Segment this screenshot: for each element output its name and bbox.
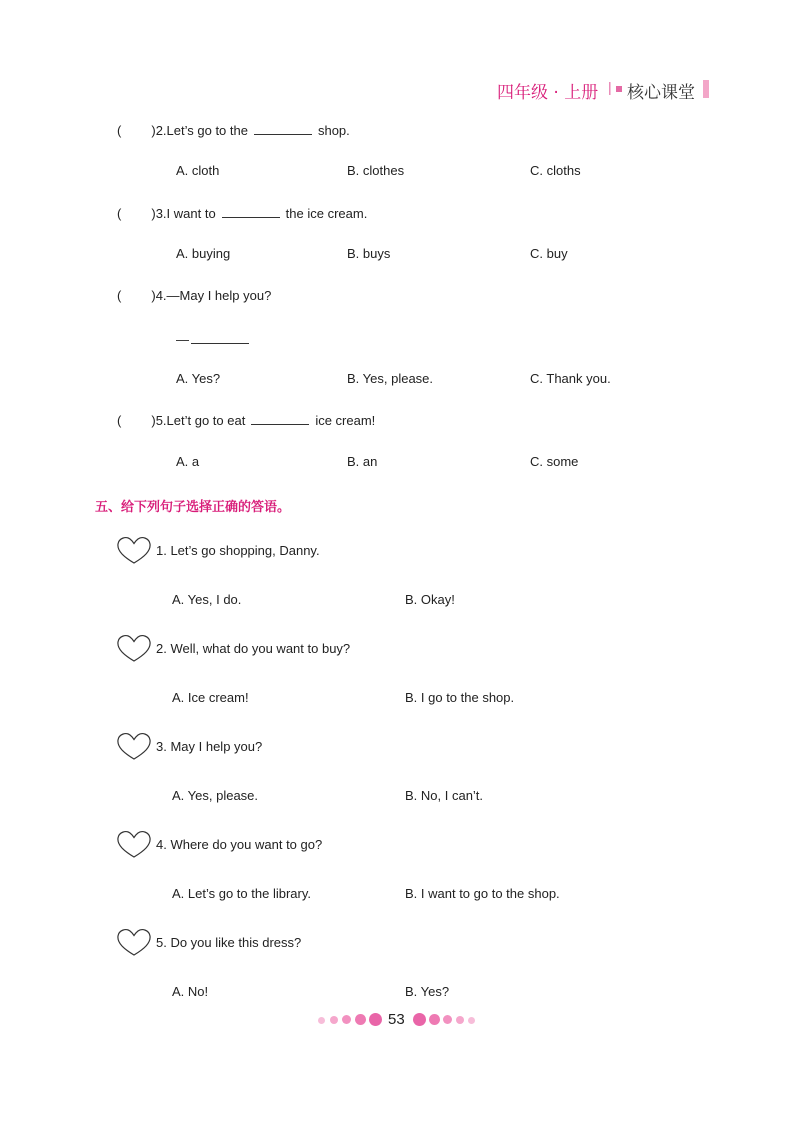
question-text-after: the ice cream. [285,206,368,221]
header-square-icon [616,86,622,92]
decorative-dot-icon [468,1017,475,1024]
option-a[interactable]: A. No! [172,984,209,999]
decorative-dot-icon [413,1013,426,1026]
heart-answer-box-icon[interactable] [116,535,152,565]
part5-question-1: 1. Let’s go shopping, Danny. [156,543,320,558]
option-b[interactable]: B. I want to go to the shop. [405,886,560,901]
option-b[interactable]: B. Yes? [405,984,450,999]
option-b[interactable]: B. No, I can’t. [405,788,484,803]
question-4 [117,288,271,303]
question-text-before: Let’t go to eat [166,413,246,428]
decorative-dot-icon [342,1015,351,1024]
question-5 [117,412,375,428]
heart-answer-box-icon[interactable] [116,731,152,761]
option-a[interactable]: A. cloth [176,163,220,178]
answer-paren-open[interactable]: ( [117,288,122,303]
option-a[interactable]: A. Ice cream! [172,690,249,705]
header-separator: | [608,79,612,95]
answer-paren-close: ) [151,123,156,138]
answer-blank[interactable] [222,205,280,218]
question-number: 5. [155,413,167,428]
response-dash: — [176,332,189,347]
answer-blank[interactable] [251,412,309,425]
decorative-dot-icon [443,1015,452,1024]
option-c[interactable]: C. buy [530,246,568,261]
question-text-after: ice cream! [315,413,376,428]
part5-question-4: 4. Where do you want to go? [156,837,323,852]
option-a[interactable]: A. Yes? [176,371,221,386]
answer-blank[interactable] [254,122,312,135]
question-2 [117,122,350,138]
part5-question-3: 3. May I help you? [156,739,263,754]
section-title-part5: 五、给下列句子选择正确的答语。 [95,500,291,515]
option-c[interactable]: C. cloths [530,163,581,178]
option-b[interactable]: B. buys [347,246,391,261]
option-c[interactable]: C. Thank you. [530,371,611,386]
question-text-before: —May I help you? [166,288,272,303]
header-grade: 四年级 · 上册 [497,83,599,103]
decorative-dot-icon [429,1014,440,1025]
option-a[interactable]: A. Yes, please. [172,788,259,803]
question-text-after: shop. [317,123,350,138]
answer-paren-close: ) [151,288,156,303]
question-number: 2. [155,123,167,138]
option-c[interactable]: C. some [530,454,579,469]
answer-paren-open[interactable]: ( [117,123,122,138]
answer-paren-open[interactable]: ( [117,206,122,221]
decorative-dot-icon [456,1016,464,1024]
answer-blank[interactable] [191,331,249,344]
option-a[interactable]: A. buying [176,246,231,261]
option-b[interactable]: B. Yes, please. [347,371,434,386]
question-number: 3. [155,206,167,221]
part5-question-5: 5. Do you like this dress? [156,935,302,950]
option-a[interactable]: A. Let’s go to the library. [172,886,311,901]
option-b[interactable]: B. Okay! [405,592,455,607]
decorative-dot-icon [369,1013,382,1026]
response-line [176,331,255,347]
option-a[interactable]: A. a [176,454,200,469]
decorative-dot-icon [330,1016,338,1024]
option-a[interactable]: A. Yes, I do. [172,592,242,607]
question-text-before: Let’s go to the [166,123,248,138]
answer-paren-close: ) [151,206,156,221]
question-text-before: I want to [166,206,216,221]
question-3 [117,205,367,221]
decorative-dot-icon [355,1014,366,1025]
option-b[interactable]: B. an [347,454,378,469]
header-bar-icon [703,80,709,98]
heart-answer-box-icon[interactable] [116,633,152,663]
decorative-dot-icon [318,1017,325,1024]
heart-answer-box-icon[interactable] [116,927,152,957]
header-course: 核心课堂 [627,83,695,103]
answer-paren-open[interactable]: ( [117,413,122,428]
heart-answer-box-icon[interactable] [116,829,152,859]
page-number: 53 [388,1011,405,1028]
answer-paren-close: ) [151,413,156,428]
part5-question-2: 2. Well, what do you want to buy? [156,641,351,656]
option-b[interactable]: B. clothes [347,163,405,178]
option-b[interactable]: B. I go to the shop. [405,690,515,705]
question-number: 4. [155,288,167,303]
